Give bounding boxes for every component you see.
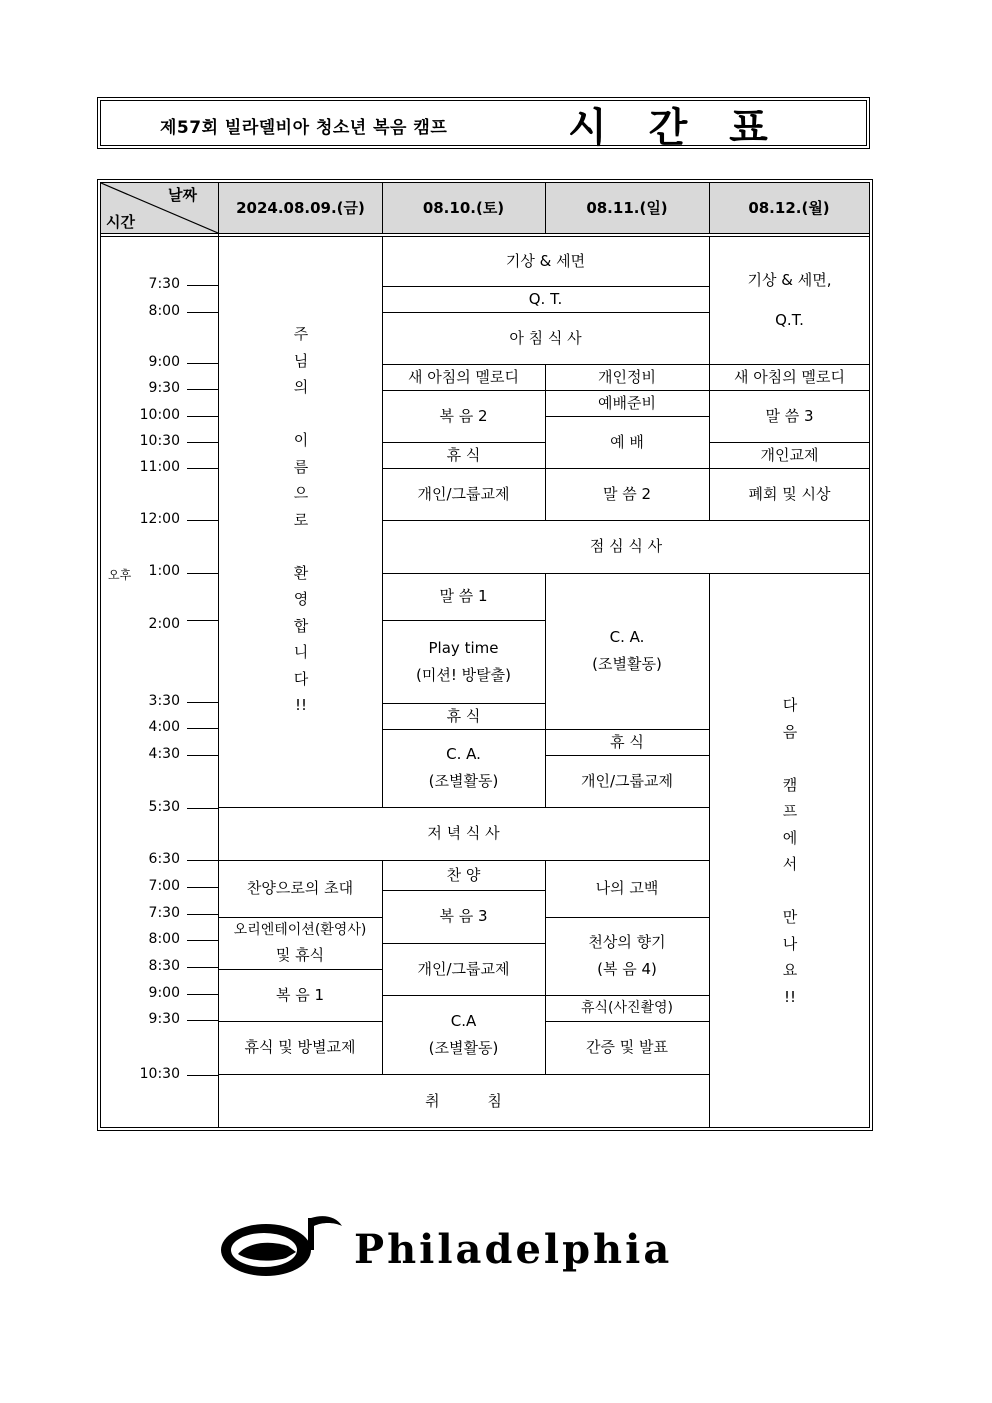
day-header-fri: 2024.08.09.(금)	[236, 198, 365, 217]
time-label: 4:00	[148, 719, 180, 735]
philadelphia-logo	[218, 1210, 778, 1290]
time-label: 9:30	[148, 380, 180, 396]
welcome-char: 환	[293, 563, 309, 582]
sat-sun-breakfast: 아 침 식 사	[509, 328, 582, 347]
music-note-icon	[218, 1210, 348, 1290]
date-label: 날짜	[168, 186, 197, 204]
time-tick	[187, 442, 218, 443]
next-camp-char: 프	[782, 802, 798, 820]
time-tick	[187, 389, 218, 390]
sat-praise: 찬 양	[446, 865, 481, 884]
sat-group-fellowship-eve: 개인/그룹교제	[417, 959, 510, 978]
day-header-sun: 08.11.(일)	[586, 198, 668, 217]
sat-rest-am: 휴 식	[446, 445, 481, 464]
lights-out: 취 침	[425, 1091, 502, 1110]
sat-ca-line-1: C. A.	[446, 745, 481, 763]
sun-ca-line-1: C. A.	[609, 628, 645, 646]
time-tick	[187, 520, 218, 521]
time-label: 9:00	[148, 354, 180, 370]
time-label: 8:00	[148, 931, 180, 947]
sun-rest-pm: 휴 식	[610, 732, 644, 751]
time-tick	[187, 940, 218, 941]
time-tick	[187, 728, 218, 729]
orientation-line-2: 및 휴식	[275, 946, 325, 964]
next-camp-gap	[788, 878, 793, 905]
logo-text: Philadelphia	[354, 1226, 673, 1273]
welcome-char: 름	[293, 457, 309, 476]
col-line-sun-mon-pm	[709, 573, 710, 1128]
sun-photo-break: 휴식(사진촬영)	[580, 999, 674, 1016]
welcome-char: 주	[293, 325, 309, 343]
next-camp-char: 캠	[782, 775, 798, 794]
next-camp-char: 서	[782, 855, 798, 873]
mon-fellowship: 개인교제	[760, 445, 819, 464]
col-line-header-2	[545, 183, 546, 233]
next-camp-char: 다	[782, 696, 798, 714]
sat-ca-pm	[382, 729, 545, 807]
mon-wake-line-2: Q.T.	[775, 311, 804, 329]
sat-ca-eve-line-1: C.A	[450, 1011, 477, 1030]
mon-melody: 새 아침의 멜로디	[734, 367, 845, 386]
mon-wake-line-1: 기상 & 세면,	[747, 271, 832, 289]
time-label: 7:00	[148, 878, 180, 894]
time-label: 5:30	[148, 799, 180, 815]
sat-melody: 새 아침의 멜로디	[408, 367, 519, 386]
next-camp-char: 만	[782, 908, 798, 926]
next-camp-vertical-text	[777, 692, 803, 1010]
welcome-char: 합	[293, 616, 309, 635]
time-label: 시간	[106, 213, 135, 231]
mon-word-3: 말 씀 3	[765, 406, 814, 425]
time-tick	[187, 994, 218, 995]
welcome-char: 니	[293, 643, 309, 661]
sun-ca-pm	[545, 573, 709, 729]
sat-gospel-2: 복 음 2	[439, 406, 488, 425]
mon-closing: 폐회 및 시상	[748, 484, 831, 503]
time-label: 11:00	[139, 459, 180, 475]
dinner: 저 녁 식 사	[427, 824, 500, 842]
sat-ca-eve-line-2: (조별활동)	[428, 1038, 499, 1057]
time-label: 10:00	[139, 407, 180, 423]
day-header-mon: 08.12.(월)	[748, 198, 830, 217]
sun-my-confession: 나의 고백	[595, 879, 659, 897]
sat-word-1: 말 씀 1	[439, 587, 488, 605]
lunch: 점 심 식 사	[589, 537, 663, 555]
next-camp-char: 에	[782, 828, 798, 847]
time-label: 7:30	[148, 276, 180, 292]
time-label: 9:00	[148, 985, 180, 1001]
next-camp-char: 나	[782, 934, 798, 953]
welcome-char: 이	[293, 431, 309, 449]
sun-word-2: 말 씀 2	[602, 484, 652, 503]
sat-sun-wake: 기상 & 세면	[505, 251, 586, 270]
time-tick	[187, 702, 218, 703]
welcome-vertical-text	[288, 321, 314, 719]
time-label: 2:00	[148, 616, 180, 632]
welcome-gap	[299, 401, 304, 428]
time-tick	[187, 1020, 218, 1021]
sat-play-time	[382, 620, 545, 703]
time-label: 7:30	[148, 905, 180, 921]
time-tick	[187, 468, 218, 469]
mon-wake-qt	[709, 236, 870, 364]
time-label: 1:00	[148, 563, 180, 579]
time-tick	[187, 967, 218, 968]
time-tick	[187, 312, 218, 313]
sun-group-fellowship: 개인/그룹교제	[581, 771, 673, 790]
day-header-sat: 08.10.(토)	[422, 198, 505, 217]
play-time-line-2: (미션! 방탈출)	[416, 665, 511, 684]
page-title: 시 간 표	[568, 104, 782, 151]
time-label: 3:30	[148, 693, 180, 709]
col-line-header-1	[382, 183, 383, 233]
header-bottom-line	[100, 233, 870, 234]
welcome-char: !!	[294, 696, 308, 714]
play-time-line-1: Play time	[428, 638, 499, 657]
sun-ca-line-2: (조별활동)	[592, 655, 662, 673]
sat-rest-pm: 휴 식	[446, 706, 481, 725]
welcome-gap	[299, 533, 304, 560]
next-camp-char: 요	[782, 961, 798, 979]
sun-testimony: 간증 및 발표	[586, 1038, 668, 1056]
next-camp-char: !!	[783, 987, 797, 1006]
welcome-char: 님	[293, 351, 309, 370]
welcome-char: 으	[293, 484, 309, 502]
sun-worship-prep: 예배준비	[598, 393, 656, 412]
fri-gospel-1: 복 음 1	[275, 985, 325, 1004]
sat-ca-line-2: (조별활동)	[428, 772, 499, 790]
fri-orientation	[218, 917, 382, 969]
time-tick	[187, 285, 218, 286]
welcome-char: 로	[293, 510, 309, 529]
sat-ca-eve	[382, 995, 545, 1074]
time-tick	[187, 860, 218, 861]
next-camp-char: 음	[782, 722, 798, 741]
welcome-char: 의	[293, 378, 309, 396]
time-label: 4:30	[148, 746, 180, 762]
welcome-char: 다	[293, 669, 309, 688]
time-tick	[187, 755, 218, 756]
sun-worship: 예 배	[610, 432, 644, 451]
time-label: 6:30	[148, 851, 180, 867]
time-tick	[187, 573, 218, 574]
time-label: 8:00	[148, 303, 180, 319]
time-label: 12:00	[139, 511, 180, 527]
time-label: 8:30	[148, 958, 180, 974]
sun-personal: 개인정비	[598, 367, 656, 386]
time-tick	[187, 808, 218, 809]
welcome-char: 영	[293, 590, 309, 608]
time-tick	[187, 1075, 218, 1076]
sun-heavenly-fragrance	[545, 917, 709, 995]
col-line-header-3	[709, 183, 710, 233]
time-tick	[187, 620, 218, 621]
time-tick	[187, 914, 218, 915]
time-label: 10:30	[139, 1066, 180, 1082]
time-tick	[187, 363, 218, 364]
next-camp-gap	[788, 745, 793, 772]
time-tick	[187, 887, 218, 888]
sat-group-fellowship-am: 개인/그룹교제	[417, 484, 510, 503]
sat-gospel-3: 복 음 3	[439, 907, 488, 925]
time-label: 9:30	[148, 1011, 180, 1027]
pm-label: 오후	[108, 568, 132, 582]
fri-praise-invitation: 찬양으로의 초대	[246, 879, 354, 897]
fragrance-line-1: 천상의 향기	[588, 933, 666, 951]
orientation-line-1: 오리엔테이션(환영사)	[233, 922, 367, 938]
sat-sun-qt: Q. T.	[528, 289, 563, 308]
fri-rest-room-fellowship: 휴식 및 방별교제	[244, 1038, 356, 1056]
fragrance-line-2: (복 음 4)	[597, 960, 657, 978]
time-label: 10:30	[139, 433, 180, 449]
time-tick	[187, 416, 218, 417]
camp-subtitle: 제57회 빌라델비아 청소년 복음 캠프	[160, 117, 448, 138]
